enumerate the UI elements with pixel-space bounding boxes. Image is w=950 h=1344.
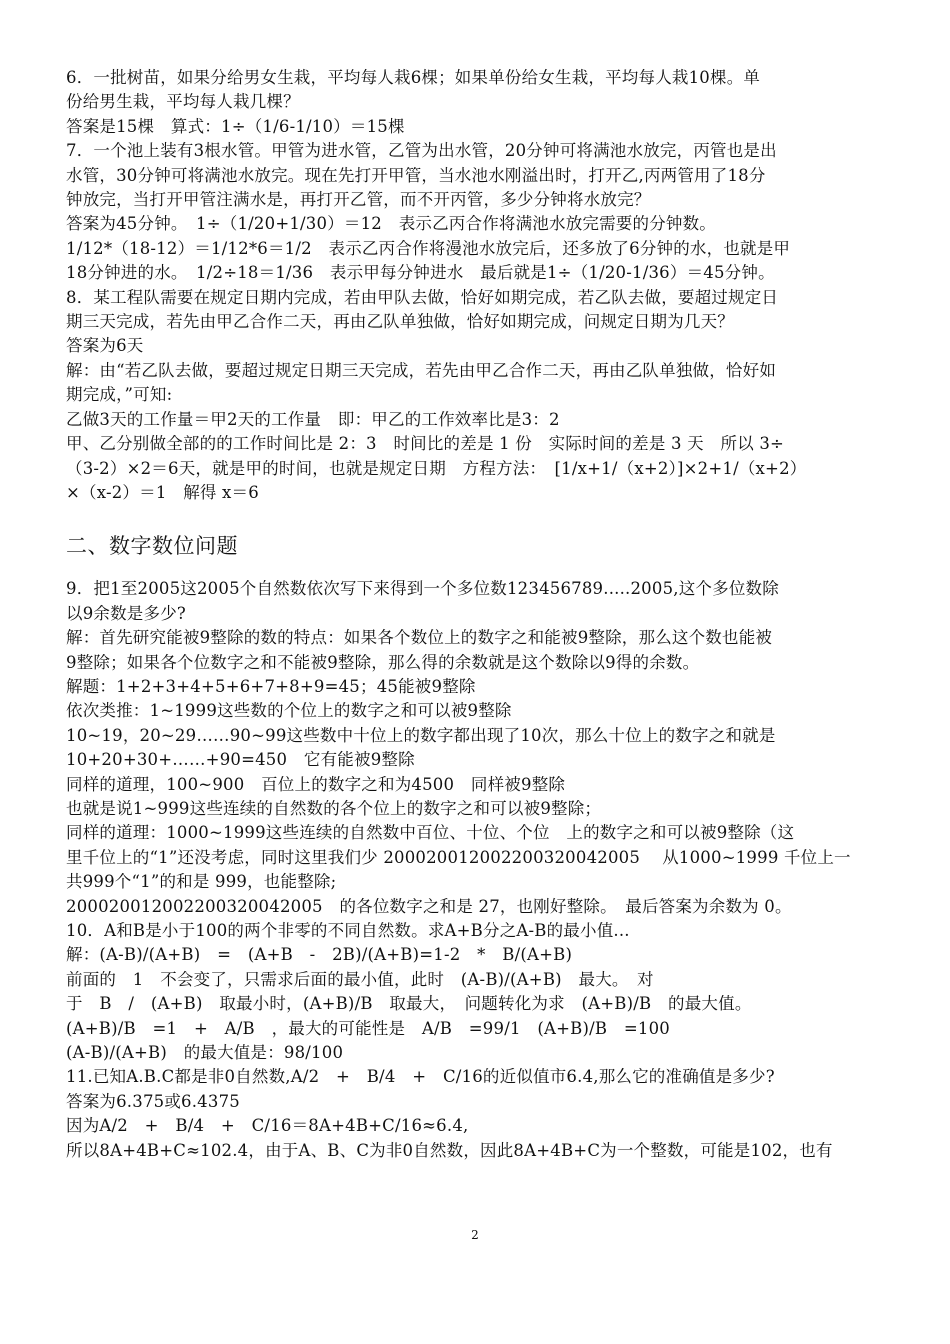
text-line: 以9余数是多少? — [66, 603, 186, 623]
text-line: 期三天完成，若先由甲乙合作二天，再由乙队单独做，恰好如期完成，问规定日期为几天？ — [66, 312, 734, 332]
text-line: 答案为45分钟。 1÷（1/20+1/30）＝12 表示乙丙合作将满池水放完需要的分钟数。 — [66, 214, 716, 234]
text-line: 同样的道理：1000~1999这些连续的自然数中百位、十位、个位 上的数字之和可以被9整除（这 — [66, 823, 795, 843]
text-line: 水管，30分钟可将满池水放完。现在先打开甲管，当水池水刚溢出时，打开乙,丙两管用了18分 — [66, 165, 766, 185]
text-line: 答案为6天 — [66, 336, 144, 356]
text-line: 1/12*（18-12）＝1/12*6＝1/2 表示乙丙合作将漫池水放完后，还多放了6分钟的水，也就是甲 — [66, 238, 791, 258]
text-line: 10．A和B是小于100的两个非零的不同自然数。求A+B分之A-B的最小值... — [66, 921, 630, 940]
text-line: 前面的 1 不会变了，只需求后面的最小值，此时 (A-B)/(A+B) 最大。 对 — [66, 969, 654, 989]
text-line: 200020012002200320042005 的各位数字之和是 27，也刚好整除。 最后答案为余数为 0。 — [66, 896, 792, 916]
text-line: 也就是说1~999这些连续的自然数的各个位上的数字之和可以被9整除； — [66, 798, 602, 818]
text-line: 答案为6.375或6.4375 — [66, 1091, 240, 1111]
text-line: 解：由“若乙队去做，要超过规定日期三天完成，若先由甲乙合作二天，再由乙队单独做，恰好如 — [66, 360, 777, 380]
document-page — [66, 66, 886, 1163]
text-line: 于 B / (A+B) 取最小时，(A+B)/B 取最大， 问题转化为求 (A+B)/B 的最大值。 — [66, 994, 752, 1014]
text-line: (A+B)/B =1 + A/B ，最大的可能性是 A/B =99/1 (A+B)/B =100 — [66, 1018, 670, 1038]
section-gap — [66, 505, 886, 527]
text-line: 份给男生栽，平均每人栽几棵？ — [66, 92, 300, 112]
section-heading: 二、数字数位问题 — [66, 534, 238, 559]
text-line: （3-2）×2＝6天，就是甲的时间，也就是规定日期 方程方法： [1/x+1/（x+2）]×2+1/（x+2） — [66, 458, 807, 478]
text-line: 乙做3天的工作量＝甲2天的工作量 即：甲乙的工作效率比是3：2 — [66, 409, 560, 429]
text-line: 解题：1+2+3+4+5+6+7+8+9=45；45能被9整除 — [66, 676, 476, 696]
text-line: 10~19，20~29……90~99这些数中十位上的数字都出现了10次，那么十位上的数字之和就是 — [66, 725, 776, 745]
text-line: 里千位上的“1”还没考虑，同时这里我们少 2000200120022003200420​05 从1000~1999 千位上一 — [66, 847, 851, 867]
text-line: 钟放完，当打开甲管注满水是，再打开乙管，而不开丙管，多少分钟将水放完？ — [66, 190, 651, 210]
text-line: 6．一批树苗，如果分给男女生栽，平均每人栽6棵；如果单份给女生栽，平均每人栽10棵。单 — [66, 68, 761, 87]
text-line: 18分钟进的水。 1/2÷18＝1/36 表示甲每分钟进水 最后就是1÷（1/20-1/36）＝45分钟。 — [66, 263, 775, 283]
text-line: 8．某工程队需要在规定日期内完成，若由甲队去做，恰好如期完成，若乙队去做，要超过规定日 — [66, 287, 779, 307]
text-line: 11.已知A.B.C都是非0自然数,A/2 + B/4 + C/16的近似值市6.4,那么它的准确值是多少? — [66, 1067, 775, 1087]
section-work-problems — [66, 66, 886, 505]
text-line: ×（x-2）＝1 解得 x＝6 — [66, 482, 259, 502]
section-digit-problems — [66, 577, 886, 1163]
text-line: 同样的道理，100~900 百位上的数字之和为4500 同样被9整除 — [66, 774, 566, 794]
text-line: 解：首先研究能被9整除的数的特点：如果各个数位上的数字之和能被9整除，那么这个数也能被 — [66, 628, 773, 648]
text-line: (A-B)/(A+B) 的最大值是：98/100 — [66, 1043, 344, 1063]
text-line: 期完成，”可知: — [66, 385, 173, 405]
page-number: 2 — [471, 1228, 479, 1242]
text-line: 9整除；如果各个位数字之和不能被9整除，那么得的余数就是这个数除以9得的余数。 — [66, 652, 700, 672]
text-line: 甲、乙分别做全部的的工作时间比是 2：3 时间比的差是 1 份 实际时间的差是 3 天 所以 3÷ — [66, 434, 785, 454]
text-line: 解：(A-B)/(A+B) = (A+B - 2B)/(A+B)=1-2 * B/(A+B) — [66, 945, 573, 965]
text-line: 依次类推：1~1999这些数的个位上的数字之和可以被9整除 — [66, 701, 512, 721]
text-line: 10+20+30+……+90=450 它有能被9整除 — [66, 750, 415, 770]
text-line: 因为A/2 + B/4 + C/16＝8A+4B+C/16≈6.4, — [66, 1116, 469, 1136]
text-line: 9．把1至2005这2005个自然数依次写下来得到一个多位数123456789.....2005,这个多位数除 — [66, 579, 779, 599]
text-line: 7．一个池上装有3根水管。甲管为进水管，乙管为出水管，20分钟可将满池水放完，丙管也是出 — [66, 141, 777, 161]
text-line: 所以8A+4B+C≈102.4，由于A、B、C为非0自然数，因此8A+4B+C为一个整数，可能是102，也有 — [66, 1140, 833, 1160]
text-line: 共999个“1”的和是 999，也能整除; — [66, 872, 337, 892]
text-line: 答案是15棵 算式：1÷（1/6-1/10）＝15棵 — [66, 116, 405, 136]
